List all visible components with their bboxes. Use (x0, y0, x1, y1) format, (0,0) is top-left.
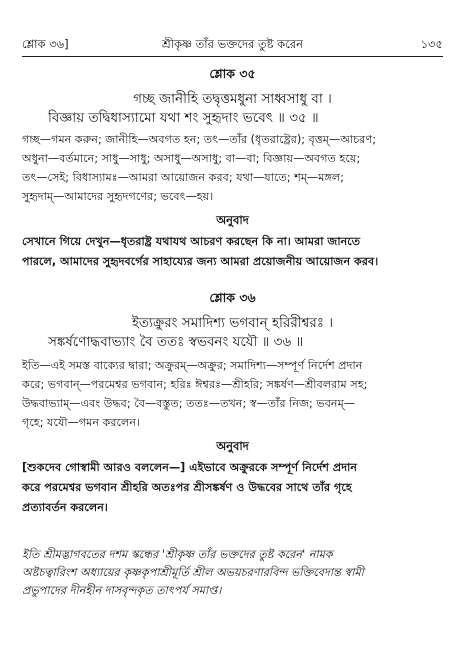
verse-36-translation-label: অনুবাদ (216, 439, 249, 453)
running-header (22, 36, 443, 56)
synonym-line: উদ্ধবাভ্যাম্—এবং উদ্ধব; বৈ—বস্তুত; ততঃ—তখন; স্ব—তাঁর নিজ; ভবনম্— (22, 397, 356, 410)
translation-line: পারলে, আমাদের সুহৃদবর্গের সাহায্যের জন্য আমরা প্রয়োজনীয় আয়োজন করব। (22, 255, 379, 268)
page-number: ১৩৫ (420, 37, 443, 51)
chapter-colophon (22, 546, 443, 600)
translation-line: [শুকদেব গোস্বামী আরও বললেন—] এইভাবে অক্রুরকে সম্পূর্ণ নির্দেশ প্রদান (22, 461, 358, 474)
colophon-line: প্রভুপাদের দীনহীন দাসবৃন্দকৃত তাৎপর্য সমাপ্ত। (22, 584, 222, 597)
translation-line: সেখানে গিয়ে দেখুন—ধৃতরাষ্ট্র যথাযথ আচরণ করছেন কি না। আমরা জানতে (22, 235, 361, 248)
synonym-line: সুহৃদাম্—আমাদের সুহৃদগণের; ভবেৎ—হয়। (22, 190, 214, 203)
verse-35-title: শ্লোক ৩৫ (209, 66, 256, 81)
verse-35-translation (22, 232, 443, 272)
synonym-line: গৃহে; যযৌ—গমন করলেন। (22, 416, 141, 429)
colophon-line: অষ্টচত্বারিংশ অধ্যায়ের কৃষ্ণকৃপাশ্রীমূর্তি শ্রীল অভয়চরণারবিন্দ ভক্তিবেদান্ত স্বামী (22, 566, 364, 579)
verse-36-translation (22, 458, 443, 518)
verse-35-synonyms (22, 130, 443, 206)
synonym-line: তৎ—সেই; বিধাস্যামঃ—আমরা আয়োজন করব; যথা—যাতে; শম্—মঙ্গল; (22, 171, 344, 184)
header-chapter-title: শ্রীকৃষ্ণ তাঁর ভক্তদের তুষ্ট করেন (161, 37, 304, 51)
verse-35-translation-label: অনুবাদ (216, 213, 249, 227)
header-rule (22, 56, 443, 57)
verse-35-line-1: গচ্ছ জানীহি তদ্বৃত্তমধুনা সাধ্বসাধু বা । (133, 91, 332, 107)
header-verse-ref: শ্লোক ৩৬] (22, 37, 69, 51)
translation-line: করে পরমেশ্বর ভগবান শ্রীহরি অতঃপর শ্রীসঙ্কর্ষণ ও উদ্ধবের সাথে তাঁর গৃহে (22, 481, 352, 494)
verse-36-synonyms (22, 356, 443, 432)
verse-36-line-1: ইত্যক্রুরং সমাদিশ্য ভগবান্ হরিরীশ্বরঃ । (131, 315, 334, 331)
synonym-line: ইতি—এই সমস্ত বাক্যের দ্বারা; অক্রুরম্—অক্রুর; সমাদিশ্য—সম্পূর্ণ নির্দেশ প্রদান (22, 359, 363, 372)
synonym-line: গচ্ছ—গমন করুন; জানীহি—অবগত হন; তৎ—তাঁর (ধৃতরাষ্ট্রের); বৃত্তম্—আচরণ; (22, 133, 376, 146)
synonym-line: করে; ভগবান্—পরমেশ্বর ভগবান; হরিঃ ঈশ্বরঃ—শ্রীহরি; সঙ্কর্ষণ—শ্রীবলরাম সহ; (22, 378, 368, 391)
synonym-line: অধুনা—বর্তমানে; সাধু—সাধু; অসাধু—অসাধু; বা—বা; বিজ্ঞায়—অবগত হয়ে; (22, 152, 361, 165)
verse-36-line-2: সঙ্কর্ষণোদ্ধবাভ্যাং বৈ ততঃ স্বভবনং যযৌ ॥ ৩৬ ॥ (48, 334, 304, 350)
verse-35-line-2: বিজ্ঞায় তদ্বিধাস্যামো যথা শং সুহৃদাং ভবেৎ ॥ ৩৫ ॥ (48, 110, 319, 126)
translation-line: প্রত্যাবর্তন করলেন। (22, 501, 108, 514)
colophon-line: ইতি শ্রীমদ্ভাগবতের দশম স্কন্ধের 'শ্রীকৃষ্ণ তাঁর ভক্তদের তুষ্ট করেন' নামক (22, 548, 333, 561)
verse-36-section (22, 290, 443, 352)
verse-35-section (22, 66, 443, 128)
verse-36-title: শ্লোক ৩৬ (209, 290, 256, 305)
